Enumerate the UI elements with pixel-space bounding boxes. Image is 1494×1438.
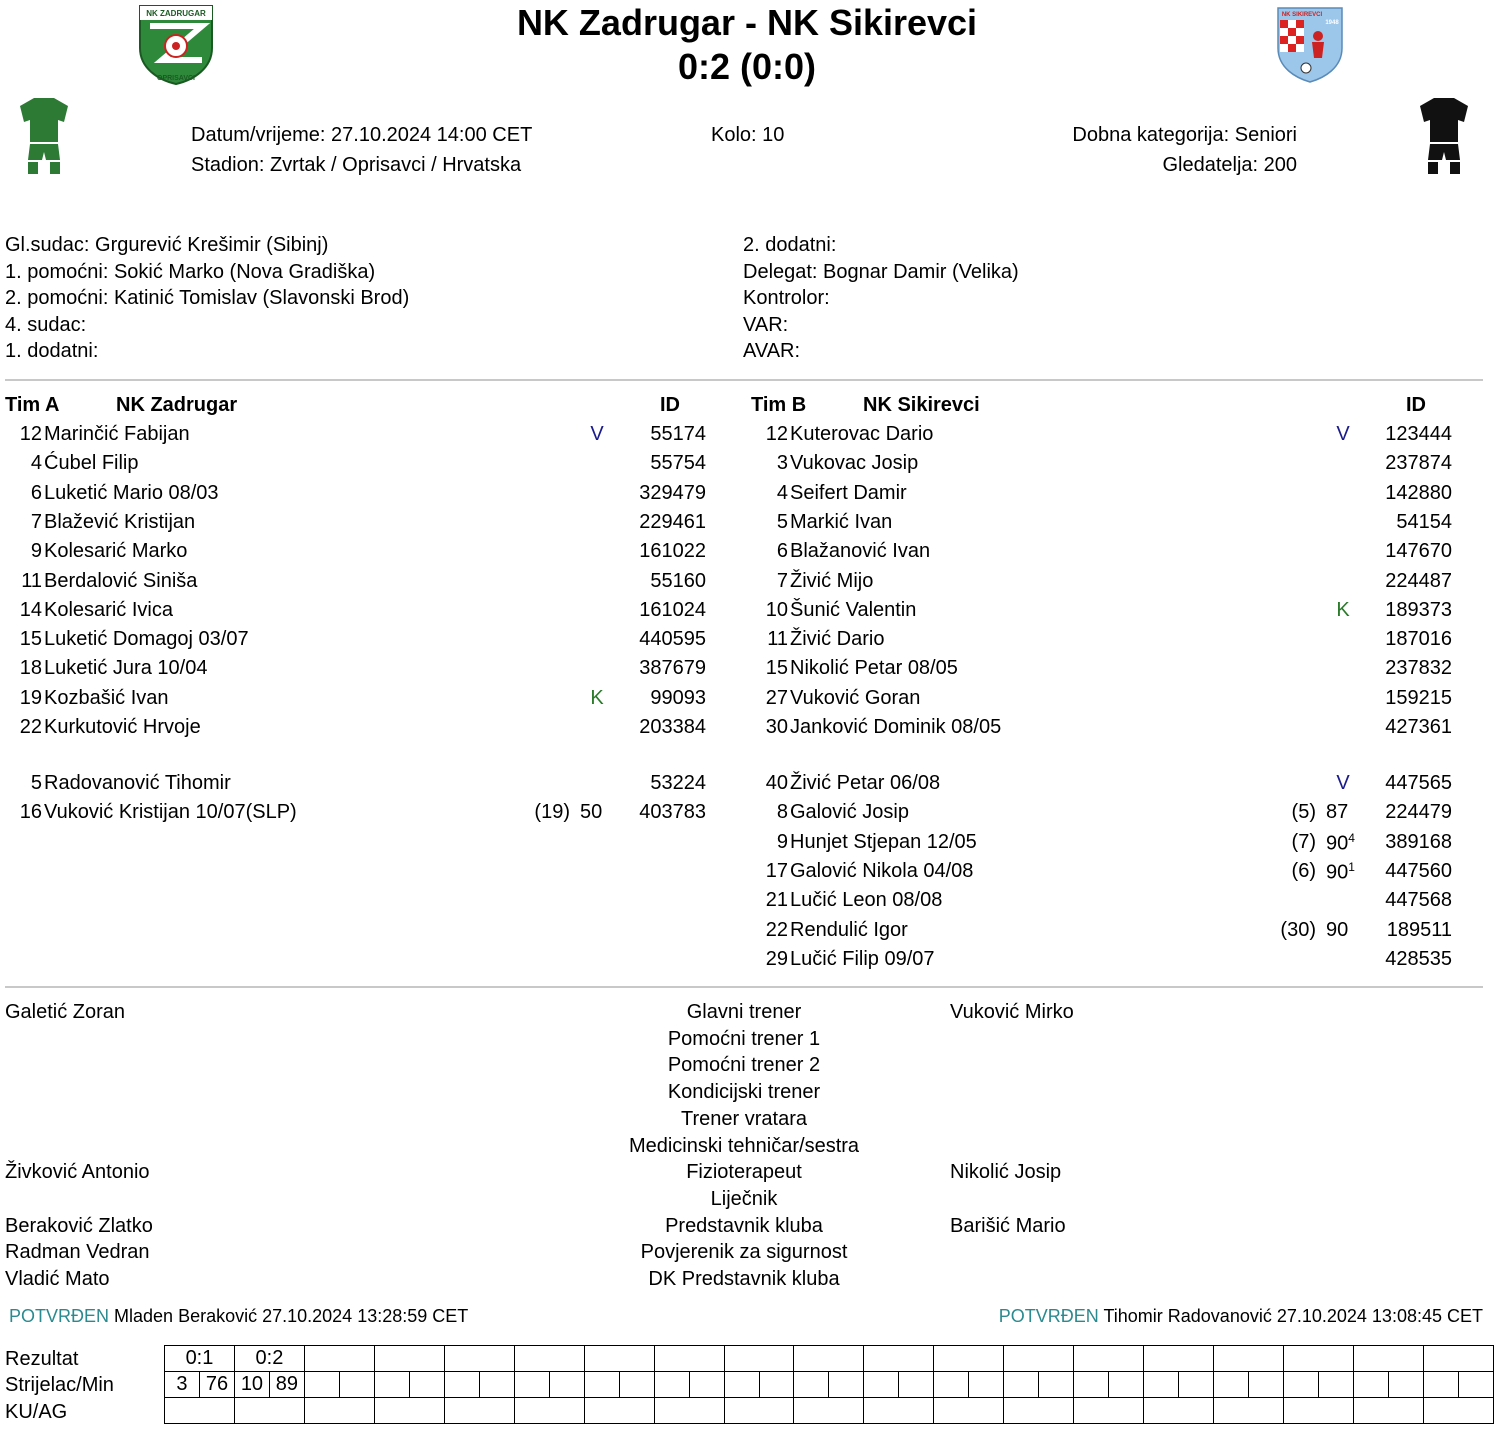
player-name: Luketić Domagoj 03/07 (44, 628, 249, 651)
player-name: Vuković Goran (790, 686, 921, 709)
official-line: AVAR: (743, 340, 801, 363)
result-score-cell (1214, 1346, 1284, 1372)
match-stadium: Stadion: Zvrtak / Oprisavci / Hrvatska (191, 154, 522, 176)
away-confirmation (999, 1306, 1483, 1327)
staff-role: Predstavnik kluba (665, 1214, 823, 1237)
player-id: 224479 (1385, 801, 1452, 824)
substituted-player: (19) (534, 801, 570, 824)
player-name: Galović Nikola 04/08 (790, 859, 974, 882)
player-number: 16 (19, 801, 42, 824)
player-name: Kolesarić Marko (44, 540, 188, 563)
official-line: 2. dodatni: (743, 234, 837, 256)
scorer-number-cell (1144, 1372, 1179, 1398)
player-role-mark: V (1336, 772, 1350, 794)
player-id: 447560 (1385, 859, 1452, 882)
player-number: 4 (30, 452, 42, 475)
player-id: 53224 (650, 772, 706, 794)
match-date: Datum/vrijeme: 27.10.2024 14:00 CET (191, 124, 533, 146)
staff-role: Glavni trener (686, 1001, 802, 1023)
player-role-mark: K (1336, 598, 1350, 621)
player-number: 4 (776, 481, 788, 504)
player-id: 237874 (1385, 452, 1452, 475)
match-title: NK Zadrugar - NK Sikirevci (516, 2, 978, 43)
player-id: 55160 (650, 569, 706, 592)
ku-ag-cell (304, 1398, 374, 1424)
player-number: 18 (19, 657, 42, 680)
player-id: 147670 (1385, 540, 1452, 563)
substitution-minute: $90^1$ (1326, 859, 1355, 884)
ku-ag-cell (1423, 1398, 1493, 1424)
staff-role: Liječnik (710, 1187, 778, 1210)
home-crest-text: NK ZADRUGAR (146, 9, 206, 18)
player-id: 187016 (1385, 628, 1452, 651)
player-number: 9 (776, 830, 788, 853)
player-number: 21 (765, 889, 788, 912)
team-b-id-header: ID (1406, 394, 1426, 416)
scorer-number-cell (374, 1372, 409, 1398)
player-id: 189373 (1385, 598, 1452, 621)
goal-minute-cell (619, 1372, 654, 1398)
player-name: Luketić Mario 08/03 (44, 481, 219, 504)
scorer-number-cell (444, 1372, 479, 1398)
home-team-crest (136, 4, 216, 86)
official-line: Delegat: Bognar Damir (Velika) (743, 260, 1019, 283)
away-staff-name: Vuković Mirko (950, 1001, 1074, 1023)
result-score-cell (1353, 1346, 1423, 1372)
scorer-number-cell (304, 1372, 339, 1398)
ku-ag-cell (165, 1398, 235, 1424)
added-time: 1 (1348, 859, 1355, 874)
home-staff-name: Vladić Mato (5, 1268, 110, 1290)
player-number: 6 (30, 481, 42, 504)
player-id: 329479 (639, 481, 706, 504)
away-team-crest (1276, 6, 1344, 84)
player-name: Šunić Valentin (790, 598, 917, 621)
player-number: 9 (30, 540, 42, 563)
result-score-cell (304, 1346, 374, 1372)
scorer-number-cell (1284, 1372, 1319, 1398)
player-id: 403783 (639, 801, 706, 824)
result-score-cell (934, 1346, 1004, 1372)
result-table-row (165, 1346, 1494, 1372)
ku-ag-cell (1353, 1398, 1423, 1424)
player-name: Blažević Kristijan (44, 510, 196, 533)
player-number: 11 (21, 569, 42, 592)
scorer-number-cell: 10 (234, 1372, 269, 1398)
goal-minute-cell (829, 1372, 864, 1398)
player-number: 8 (776, 801, 788, 824)
result-score-cell (444, 1346, 514, 1372)
away-crest-text: NK SIKIREVCI (1281, 12, 1323, 18)
result-table (164, 1345, 1494, 1424)
player-name: Luketić Jura 10/04 (44, 657, 208, 680)
result-score-cell (1004, 1346, 1074, 1372)
added-time: 4 (1348, 830, 1355, 845)
substituted-player: (5) (1291, 801, 1316, 824)
match-round: Kolo: 10 (711, 124, 785, 146)
player-name: Nikolić Petar 08/05 (790, 657, 958, 680)
home-kit-icon (18, 96, 70, 176)
player-number: 5 (30, 772, 42, 794)
player-number: 30 (765, 716, 788, 738)
away-staff-name: Barišić Mario (950, 1214, 1066, 1237)
goal-minute-cell (1388, 1372, 1423, 1398)
player-name: Živić Petar 06/08 (790, 772, 941, 794)
result-score-cell (374, 1346, 444, 1372)
player-role-mark: V (1336, 423, 1350, 445)
goal-minute-cell (689, 1372, 724, 1398)
player-name: Rendulić Igor (790, 918, 908, 941)
official-line: 1. pomoćni: Sokić Marko (Nova Gradiška) (5, 260, 376, 283)
official-line: VAR: (743, 313, 789, 336)
result-score-cell (1284, 1346, 1354, 1372)
player-number: 22 (19, 716, 42, 738)
scorer-label: Strijelac/Min (5, 1374, 114, 1396)
player-number: 7 (30, 510, 42, 533)
scorer-number-cell (1423, 1372, 1458, 1398)
player-id: 159215 (1385, 686, 1452, 709)
player-id: 189511 (1386, 918, 1452, 941)
staff-role: Povjerenik za sigurnost (640, 1241, 848, 1264)
away-staff-name: Nikolić Josip (950, 1161, 1062, 1184)
player-id: 229461 (639, 510, 706, 533)
player-number: 19 (19, 686, 42, 709)
scorer-number-cell (1074, 1372, 1109, 1398)
home-staff-name: Galetić Zoran (5, 1001, 126, 1023)
team-b-name: NK Sikirevci (863, 394, 980, 416)
official-line: Gl.sudac: Grgurević Krešimir (Sibinj) (5, 234, 329, 256)
player-role-mark: V (590, 423, 604, 445)
goal-minute-cell (969, 1372, 1004, 1398)
team-a-id-header: ID (660, 394, 680, 416)
match-score: 0:2 (0:0) (677, 46, 817, 87)
goal-minute-cell (1039, 1372, 1074, 1398)
ku-ag-cell (584, 1398, 654, 1424)
player-id: 427361 (1385, 716, 1452, 738)
player-name: Živić Dario (790, 628, 885, 651)
result-score-cell (514, 1346, 584, 1372)
result-score-cell (794, 1346, 864, 1372)
player-id: 142880 (1385, 481, 1452, 504)
ku-ag-cell (864, 1398, 934, 1424)
official-line: Kontrolor: (743, 287, 830, 310)
player-id: 387679 (639, 657, 706, 680)
staff-role: Trener vratara (681, 1107, 807, 1130)
goal-minute-cell (1319, 1372, 1354, 1398)
player-role-mark: K (590, 686, 604, 709)
player-name: Kolesarić Ivica (44, 598, 173, 621)
substitution-minute: 90 (1326, 918, 1349, 941)
result-score-cell (1144, 1346, 1214, 1372)
result-score-cell (1074, 1346, 1144, 1372)
player-id: 54154 (1396, 510, 1452, 533)
staff-role: Pomoćni trener 1 (667, 1027, 821, 1050)
goal-minute-cell (899, 1372, 934, 1398)
scorer-number-cell (794, 1372, 829, 1398)
player-id: 99093 (650, 686, 706, 709)
goal-minute-cell: 89 (269, 1372, 304, 1398)
player-id: 447568 (1385, 889, 1452, 912)
substituted-player: (6) (1291, 859, 1316, 882)
ku-ag-cell (1284, 1398, 1354, 1424)
player-number: 15 (765, 657, 788, 680)
player-name: Vukovac Josip (790, 452, 919, 475)
player-name: Galović Josip (790, 801, 909, 824)
player-name: Berdalović Siniša (44, 569, 198, 592)
staff-role: DK Predstavnik kluba (648, 1268, 840, 1290)
substitution-minute: $90^4$ (1326, 830, 1355, 855)
player-name: Kurkutović Hrvoje (44, 716, 201, 738)
confirmed-label: POTVRĐEN (998, 1306, 1099, 1326)
player-number: 15 (19, 628, 42, 651)
player-id: 161022 (639, 540, 706, 563)
player-name: Markić Ivan (790, 510, 893, 533)
substitution-minute: 87 (1326, 801, 1349, 824)
player-number: 3 (776, 452, 788, 475)
goal-minute-cell (1179, 1372, 1214, 1398)
goal-minute-cell (1109, 1372, 1144, 1398)
home-staff-name: Radman Vedran (5, 1241, 150, 1264)
goal-minute-cell (1249, 1372, 1284, 1398)
player-number: 11 (767, 628, 788, 651)
player-number: 22 (765, 918, 788, 941)
substitution-minute: 50 (580, 801, 603, 824)
player-id: 389168 (1385, 830, 1452, 853)
away-kit-icon (1418, 96, 1470, 176)
home-staff-name: Beraković Zlatko (5, 1214, 153, 1237)
ku-ag-cell (934, 1398, 1004, 1424)
result-score-cell (654, 1346, 724, 1372)
scorer-number-cell (724, 1372, 759, 1398)
result-score-cell (864, 1346, 934, 1372)
result-table-row (165, 1372, 1494, 1398)
player-number: 12 (19, 423, 42, 445)
player-name: Vuković Kristijan 10/07(SLP) (44, 801, 297, 824)
goal-minute-cell: 76 (199, 1372, 234, 1398)
ku-ag-cell (724, 1398, 794, 1424)
player-name: Hunjet Stjepan 12/05 (790, 830, 977, 853)
home-confirmation-text: Mladen Beraković 27.10.2024 13:28:59 CET (114, 1306, 469, 1326)
goal-minute-cell (1458, 1372, 1493, 1398)
result-score-cell: 0:1 (165, 1346, 235, 1372)
scorer-number-cell (584, 1372, 619, 1398)
player-name: Ćubel Filip (44, 452, 139, 475)
player-name: Seifert Damir (790, 481, 907, 504)
divider (5, 379, 1483, 381)
official-line: 4. sudac: (5, 313, 87, 336)
home-crest-sub: OPRISAVCI (157, 75, 195, 82)
player-id: 161024 (639, 598, 706, 621)
team-a-name: NK Zadrugar (116, 394, 238, 416)
confirmed-label: POTVRĐEN (9, 1306, 110, 1326)
player-number: 12 (765, 423, 788, 445)
ku-ag-label: KU/AG (5, 1401, 68, 1423)
player-name: Kozbašić Ivan (44, 686, 169, 709)
player-number: 7 (776, 569, 788, 592)
home-confirmation (9, 1306, 468, 1327)
player-id: 237832 (1385, 657, 1452, 680)
player-number: 14 (19, 598, 42, 621)
staff-role: Kondicijski trener (667, 1081, 821, 1104)
player-name: Lučić Leon 08/08 (790, 889, 943, 912)
ku-ag-cell (1074, 1398, 1144, 1424)
substituted-player: (30) (1280, 918, 1316, 941)
age-category: Dobna kategorija: Seniori (1072, 124, 1297, 146)
result-score-cell: 0:2 (234, 1346, 304, 1372)
player-id: 224487 (1385, 569, 1452, 592)
player-id: 428535 (1385, 947, 1452, 970)
ku-ag-cell (794, 1398, 864, 1424)
team-b-label: Tim B (751, 394, 807, 416)
scorer-number-cell (1353, 1372, 1388, 1398)
ku-ag-cell (1214, 1398, 1284, 1424)
player-name: Kuterovac Dario (790, 423, 934, 445)
goal-minute-cell (759, 1372, 794, 1398)
goal-minute-cell (409, 1372, 444, 1398)
player-name: Radovanović Tihomir (44, 772, 231, 794)
player-id: 55754 (650, 452, 706, 475)
goal-minute-cell (549, 1372, 584, 1398)
scorer-number-cell (1004, 1372, 1039, 1398)
result-label: Rezultat (5, 1348, 79, 1370)
away-crest-year: 1948 (1325, 20, 1339, 26)
player-id: 447565 (1385, 772, 1452, 794)
away-confirmation-text: Tihomir Radovanović 27.10.2024 13:08:45 CET (1103, 1306, 1483, 1326)
substituted-player: (7) (1291, 830, 1316, 853)
ku-ag-cell (1004, 1398, 1074, 1424)
player-number: 6 (776, 540, 788, 563)
scorer-number-cell: 3 (165, 1372, 200, 1398)
player-name: Živić Mijo (790, 569, 874, 592)
player-number: 10 (765, 598, 788, 621)
player-number: 17 (765, 859, 788, 882)
official-line: 1. dodatni: (5, 340, 99, 363)
player-id: 123444 (1385, 423, 1452, 445)
result-score-cell (1423, 1346, 1493, 1372)
ku-ag-cell (234, 1398, 304, 1424)
ku-ag-cell (654, 1398, 724, 1424)
result-score-cell (584, 1346, 654, 1372)
goal-minute-cell (339, 1372, 374, 1398)
attendance: Gledatelja: 200 (1162, 154, 1297, 176)
staff-role: Medicinski tehničar/sestra (628, 1134, 860, 1157)
scorer-number-cell (514, 1372, 549, 1398)
player-name: Janković Dominik 08/05 (790, 716, 1002, 738)
player-number: 29 (765, 947, 788, 970)
player-number: 5 (776, 510, 788, 533)
player-id: 55174 (650, 423, 706, 445)
ku-ag-cell (1144, 1398, 1214, 1424)
home-staff-name: Živković Antonio (5, 1161, 150, 1184)
player-id: 440595 (639, 628, 706, 651)
player-name: Blažanović Ivan (790, 540, 931, 563)
scorer-number-cell (934, 1372, 969, 1398)
divider (5, 986, 1483, 988)
ku-ag-cell (514, 1398, 584, 1424)
scorer-number-cell (654, 1372, 689, 1398)
goal-minute-cell (479, 1372, 514, 1398)
player-name: Marinčić Fabijan (44, 423, 190, 445)
ku-ag-cell (444, 1398, 514, 1424)
scorer-number-cell (1214, 1372, 1249, 1398)
player-id: 203384 (639, 716, 706, 738)
result-table-row (165, 1398, 1494, 1424)
result-score-cell (724, 1346, 794, 1372)
official-line: 2. pomoćni: Katinić Tomislav (Slavonski Brod) (5, 287, 410, 310)
staff-role: Fizioterapeut (686, 1161, 802, 1184)
player-number: 40 (765, 772, 788, 794)
ku-ag-cell (374, 1398, 444, 1424)
scorer-number-cell (864, 1372, 899, 1398)
team-a-label: Tim A (5, 394, 60, 416)
player-number: 27 (765, 686, 788, 709)
staff-role: Pomoćni trener 2 (667, 1054, 821, 1077)
player-name: Lučić Filip 09/07 (790, 947, 935, 970)
